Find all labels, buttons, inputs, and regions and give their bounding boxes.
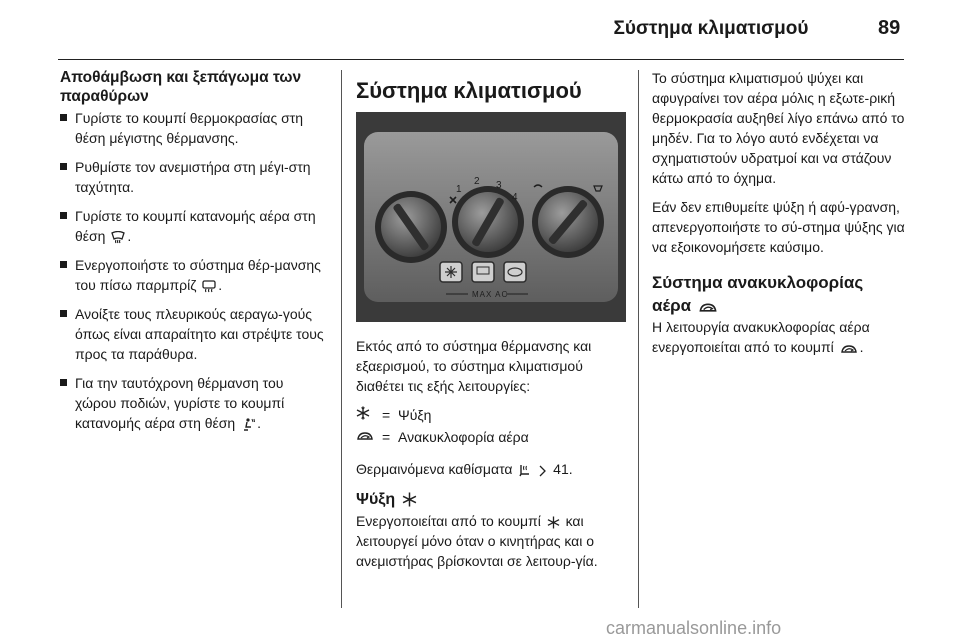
step-text: Γυρίστε το κουμπί κατανομής αέρα στη θέση: [75, 208, 316, 244]
page-header-title: Σύστημα κλιματισμού: [613, 18, 809, 39]
climate-control-panel-image: [356, 112, 626, 322]
defrost-steps: [60, 108, 328, 433]
cooling-heading: [356, 489, 626, 511]
fan-number: 1: [456, 184, 462, 195]
recirculation-text-body: Η λειτουργία ανακυκλοφορίας αέρα ενεργοποιείται από το κουμπί: [652, 319, 870, 355]
snowflake-icon: [547, 516, 560, 529]
snowflake-icon: [402, 492, 417, 507]
condensation-paragraph: Το σύστημα κλιματισμού ψύχει και αφυγραίνει τον αέρα μόλις η εξωτε-ρική θερμοκρασία αυξηθεί λίγο επάνω από το μηδέν. Για το λόγο αυτό ενδέχεται να σχηματιστούν υδρατμοί και να στάζουν κάτω από το όχημα.: [652, 70, 905, 186]
defrost-heading: Αποθάμβωση και ξεπάγωμα των παραθύρων: [60, 69, 302, 105]
column-defrost: [60, 68, 328, 442]
column-divider-2: [638, 70, 639, 608]
legend-label: Ανακυκλοφορία αέρα: [398, 429, 529, 445]
step-text: Ρυθμίστε τον ανεμιστήρα στη μέγι-στη ταχύτητα.: [75, 159, 311, 195]
cooling-text-part2: και λειτουργεί μόνο όταν ο κινητήρας και ο ανεμιστήρας βρίσκονται σε λειτουρ-γία.: [356, 513, 598, 569]
snowflake-icon: [356, 406, 370, 420]
max-ac-label: MAX AC: [472, 290, 509, 299]
legend-equals: =: [382, 407, 391, 423]
column-cooling-details: [652, 68, 930, 366]
heated-seat-icon: [518, 464, 530, 477]
step-suffix: .: [127, 228, 132, 244]
bullet-marker: [60, 163, 67, 170]
footwell-defrost-icon: [241, 418, 255, 431]
cooling-text-part1: Ενεργοποιείται από το κουμπί: [356, 513, 541, 529]
cooling-heading-text: Ψύξη: [356, 491, 396, 508]
legend-row-cooling: [356, 405, 626, 425]
column-air-conditioning: [356, 68, 626, 580]
step-text: Ανοίξτε τους πλευρικούς αεραγω-γούς όπως είναι απαραίτητο και στρέψτε τους προς τα παράθυρα.: [75, 306, 324, 362]
fan-number: 2: [474, 176, 480, 187]
recirculation-icon: [698, 301, 718, 314]
header-divider: [58, 59, 904, 60]
windshield-defrost-icon: [111, 231, 125, 244]
bullet-marker: [60, 261, 67, 268]
recirculation-heading-text: Σύστημα ανακυκλοφορίας αέρα: [652, 273, 864, 315]
climate-panel-illustration: [356, 112, 626, 322]
page-number: 89: [878, 17, 901, 39]
recirculation-button: [504, 262, 526, 282]
list-item: [60, 108, 328, 148]
recirculation-icon: [840, 343, 858, 355]
bullet-marker: [60, 114, 67, 121]
fan-number: 3: [496, 180, 502, 191]
list-item: [60, 206, 328, 246]
rear-window-heat-icon: [202, 280, 216, 293]
page-reference-arrow-icon: [538, 465, 547, 477]
heated-seats-reference: Θερμαινόμενα καθίσματα 41.: [356, 461, 573, 477]
recirculation-text: [652, 317, 914, 357]
rear-heat-button: [472, 262, 494, 282]
list-item: [60, 373, 328, 433]
step-text: Για την ταυτόχρονη θέρμανση του χώρου ποδιών, γυρίστε το κουμπί κατανομής αέρα στη θέση: [75, 375, 285, 431]
legend-label: Ψύξη: [398, 407, 432, 423]
legend-equals: =: [382, 429, 391, 445]
section-title: Σύστημα κλιματισμού: [356, 78, 582, 103]
fan-number: 4: [512, 192, 518, 203]
recirculation-text-suffix: .: [859, 339, 864, 355]
list-item: [60, 255, 328, 295]
ac-intro: Εκτός από το σύστημα θέρμανσης και εξαερισμού, το σύστημα κλιματισμού διαθέτει τις εξής λειτουργίες:: [356, 338, 592, 394]
legend-row-recirculation: [356, 427, 626, 447]
recirculation-icon: [356, 430, 374, 442]
column-divider-1: [341, 70, 342, 608]
bullet-marker: [60, 310, 67, 317]
cooling-text: [356, 511, 626, 571]
watermark: carmanualsonline.info: [606, 618, 782, 638]
step-text: Ενεργοποιήστε το σύστημα θέρ-μανσης του πίσω παρμπρίζ: [75, 257, 321, 293]
heated-seats-page: 41: [553, 461, 569, 477]
bullet-marker: [60, 212, 67, 219]
step-suffix: .: [257, 415, 261, 431]
fuel-saving-paragraph: Εάν δεν επιθυμείτε ψύξη ή αφύ-γρανση, απενεργοποιήστε το σύ-στημα ψύξης για να εξοικονομήσετε καύσιμο.: [652, 199, 905, 255]
list-item: [60, 304, 328, 364]
step-suffix: .: [218, 277, 223, 293]
recirculation-heading: [652, 271, 892, 317]
bullet-marker: [60, 379, 67, 386]
heated-seats-text: Θερμαινόμενα καθίσματα: [356, 461, 513, 477]
list-item: [60, 157, 328, 197]
step-text: Γυρίστε το κουμπί θερμοκρασίας στη θέση μέγιστης θέρμανσης.: [75, 110, 304, 146]
